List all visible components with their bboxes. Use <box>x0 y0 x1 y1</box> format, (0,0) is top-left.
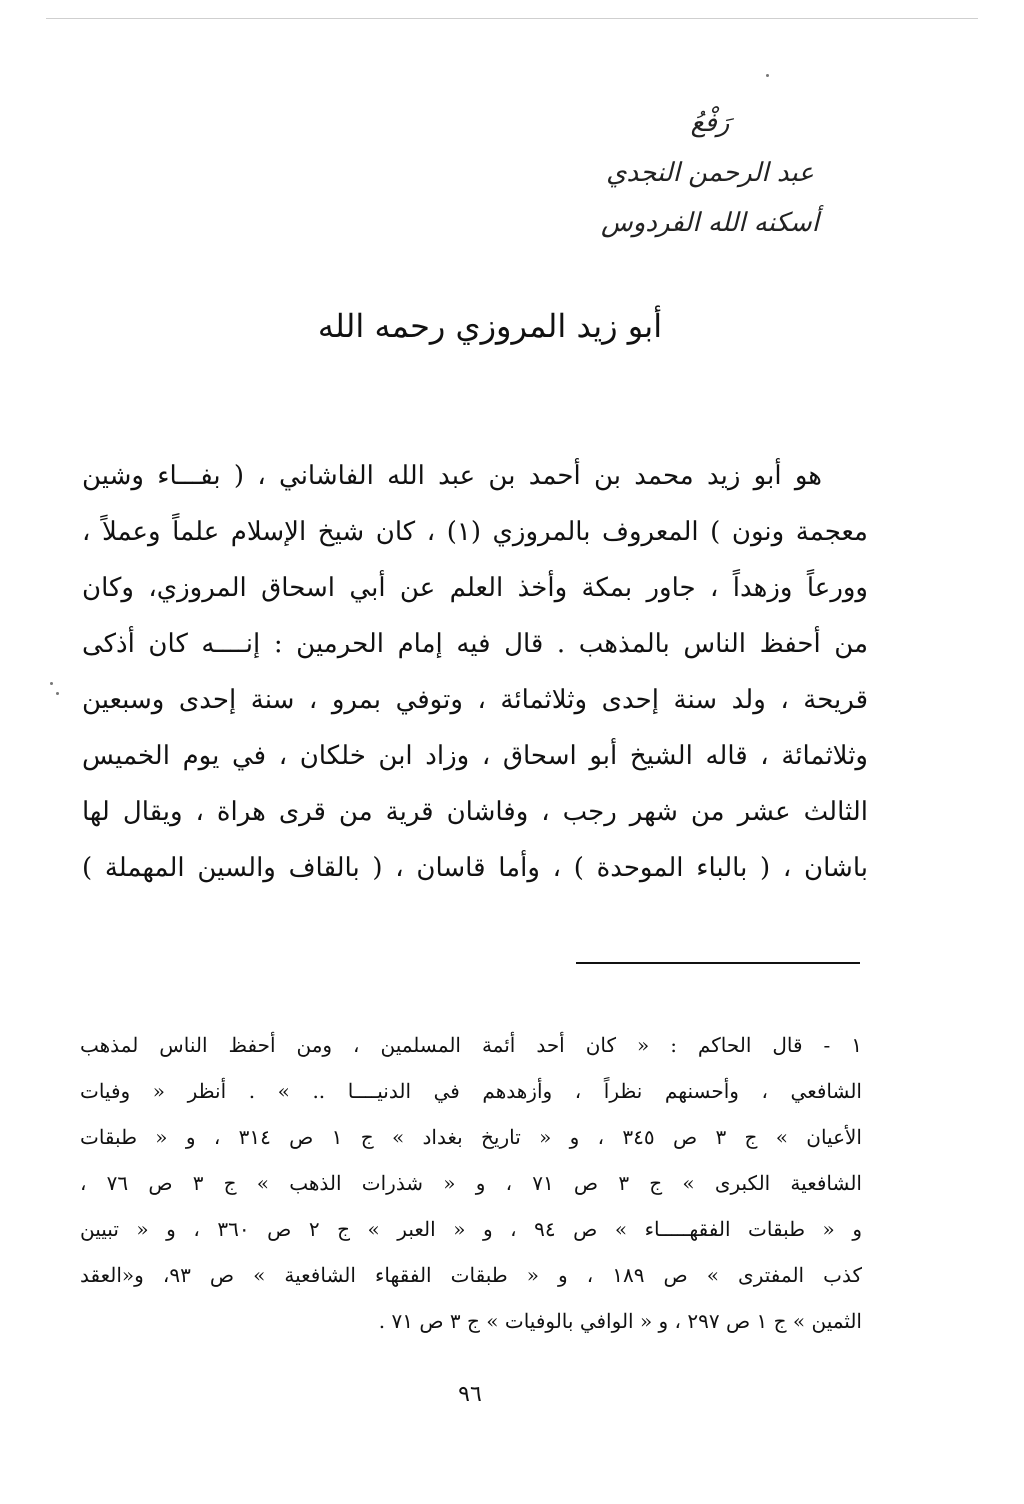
footnote-line: ١ - قال الحاكم : « كان أحد أئمة المسلمين ، ومن أحفظ الناس لمذهب <box>80 1033 862 1057</box>
footnote-line: الثمين » ج ١ ص ٢٩٧ ، و « الوافي بالوفيات » ج ٣ ص ٧١ . <box>378 1309 862 1333</box>
footnote-line: الشافعي ، وأحسنهم نظراً ، وأزهدهم في الدنيــــا .. » . أنظر « وفيات <box>80 1079 862 1103</box>
main-paragraph <box>82 448 868 896</box>
body-line: الثالث عشر من شهر رجب ، وفاشان قرية من قرى هراة ، ويقال لها <box>82 797 868 827</box>
stamp-line-3: أسكنه الله الفردوس <box>601 208 819 238</box>
body-line: معجمة ونون ) المعروف بالمروزي (١) ، كان شيخ الإسلام علماً وعملاً ، <box>82 517 868 547</box>
footnote-line: كذب المفترى » ص ١٨٩ ، و « طبقات الفقهاء الشافعية » ص ٩٣، و«العقد <box>80 1263 862 1287</box>
body-line: وورعاً وزهداً ، جاور بمكة وأخذ العلم عن أبي اسحاق المروزي، وكان <box>82 573 868 603</box>
stamp-line-1: رَفْعُ <box>690 108 730 138</box>
footnotes <box>80 1022 862 1344</box>
stamp-line-2: عبد الرحمن النجدي <box>606 158 814 188</box>
body-line: هو أبو زيد محمد بن أحمد بن عبد الله الفاشاني ، ( بفـــاء وشين <box>82 461 822 491</box>
footnote-line: و « طبقات الفقهـــــاء » ص ٩٤ ، و « العبر » ج ٢ ص ٣٦٠ ، و « تبيين <box>80 1217 862 1241</box>
scan-speck <box>50 682 53 685</box>
body-line: وثلاثمائة ، قاله الشيخ أبو اسحاق ، وزاد ابن خلكان ، في يوم الخميس <box>82 741 868 771</box>
body-line: من أحفظ الناس بالمذهب . قال فيه إمام الحرمين : إنــــه كان أذكى <box>82 629 868 659</box>
body-line: باشان ، ( بالباء الموحدة ) ، وأما قاسان ، ( بالقاف والسين المهملة ) <box>82 853 868 883</box>
scan-speck <box>56 692 59 695</box>
page-title: أبو زيد المروزي رحمه الله <box>317 307 663 345</box>
calligraphy-stamp <box>590 100 830 260</box>
body-line: قريحة ، ولد سنة إحدى وثلاثمائة ، وتوفي بمرو ، سنة إحدى وسبعين <box>82 685 868 715</box>
top-border-line <box>46 18 978 19</box>
footnote-line: الأعيان » ج ٣ ص ٣٤٥ ، و « تاريخ بغداد » ج ١ ص ٣١٤ ، و « طبقات <box>80 1125 862 1149</box>
footnote-separator <box>576 962 860 964</box>
footnote-line: الشافعية الكبرى » ج ٣ ص ٧١ ، و « شذرات الذهب » ج ٣ ص ٧٦ ، <box>80 1171 862 1195</box>
scan-speck <box>766 74 769 77</box>
page-number: ٩٦ <box>458 1382 482 1407</box>
